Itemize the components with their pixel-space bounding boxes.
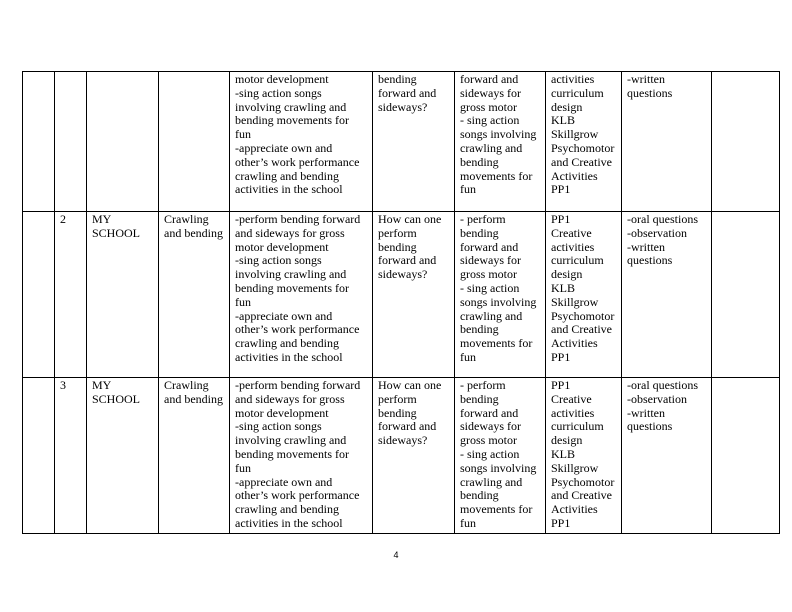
lesson-cell: 2 [55,212,87,378]
reflection-cell [712,72,780,212]
sub-strand-cell [159,72,230,212]
week-cell [23,72,55,212]
learning-experiences-cell: - perform bending forward and sideways for gross motor - sing action songs involving crawling and bending movements for fun [455,378,546,534]
assessment-cell: -written questions [622,72,712,212]
strand-cell [87,72,159,212]
assessment-cell: -oral questions -observation -written questions [622,378,712,534]
inquiry-question-cell: bending forward and sideways? [373,72,455,212]
strand-cell: MY SCHOOL [87,212,159,378]
reflection-cell [712,212,780,378]
learning-resources-cell: PP1 Creative activities curriculum design KLB Skillgrow Psychomotor and Creative Activities PP1 [546,212,622,378]
reflection-cell [712,378,780,534]
scheme-of-work-table [22,71,780,534]
table-row [23,378,780,534]
inquiry-question-cell: How can one perform bending forward and sideways? [373,212,455,378]
week-cell [23,378,55,534]
table-row [23,212,780,378]
assessment-cell: -oral questions -observation -written questions [622,212,712,378]
sub-strand-cell: Crawling and bending [159,378,230,534]
learning-outcomes-cell: -perform bending forward and sideways for gross motor development -sing action songs involving crawling and bending movements for fun -appreciate own and other’s work performance crawling and bending activities in the school [230,378,373,534]
strand-cell: MY SCHOOL [87,378,159,534]
learning-resources-cell: PP1 Creative activities curriculum design KLB Skillgrow Psychomotor and Creative Activities PP1 [546,378,622,534]
lesson-cell: 3 [55,378,87,534]
page-number: 4 [393,550,399,560]
lesson-cell [55,72,87,212]
week-cell [23,212,55,378]
inquiry-question-cell: How can one perform bending forward and sideways? [373,378,455,534]
table-row [23,72,780,212]
learning-outcomes-cell: -perform bending forward and sideways for gross motor development -sing action songs involving crawling and bending movements for fun -appreciate own and other’s work performance crawling and bending activities in the school [230,212,373,378]
learning-resources-cell: activities curriculum design KLB Skillgrow Psychomotor and Creative Activities PP1 [546,72,622,212]
learning-experiences-cell: forward and sideways for gross motor - sing action songs involving crawling and bending movements for fun [455,72,546,212]
learning-experiences-cell: - perform bending forward and sideways for gross motor - sing action songs involving crawling and bending movements for fun [455,212,546,378]
learning-outcomes-cell: motor development -sing action songs involving crawling and bending movements for fun -appreciate own and other’s work performance crawling and bending activities in the school [230,72,373,212]
sub-strand-cell: Crawling and bending [159,212,230,378]
